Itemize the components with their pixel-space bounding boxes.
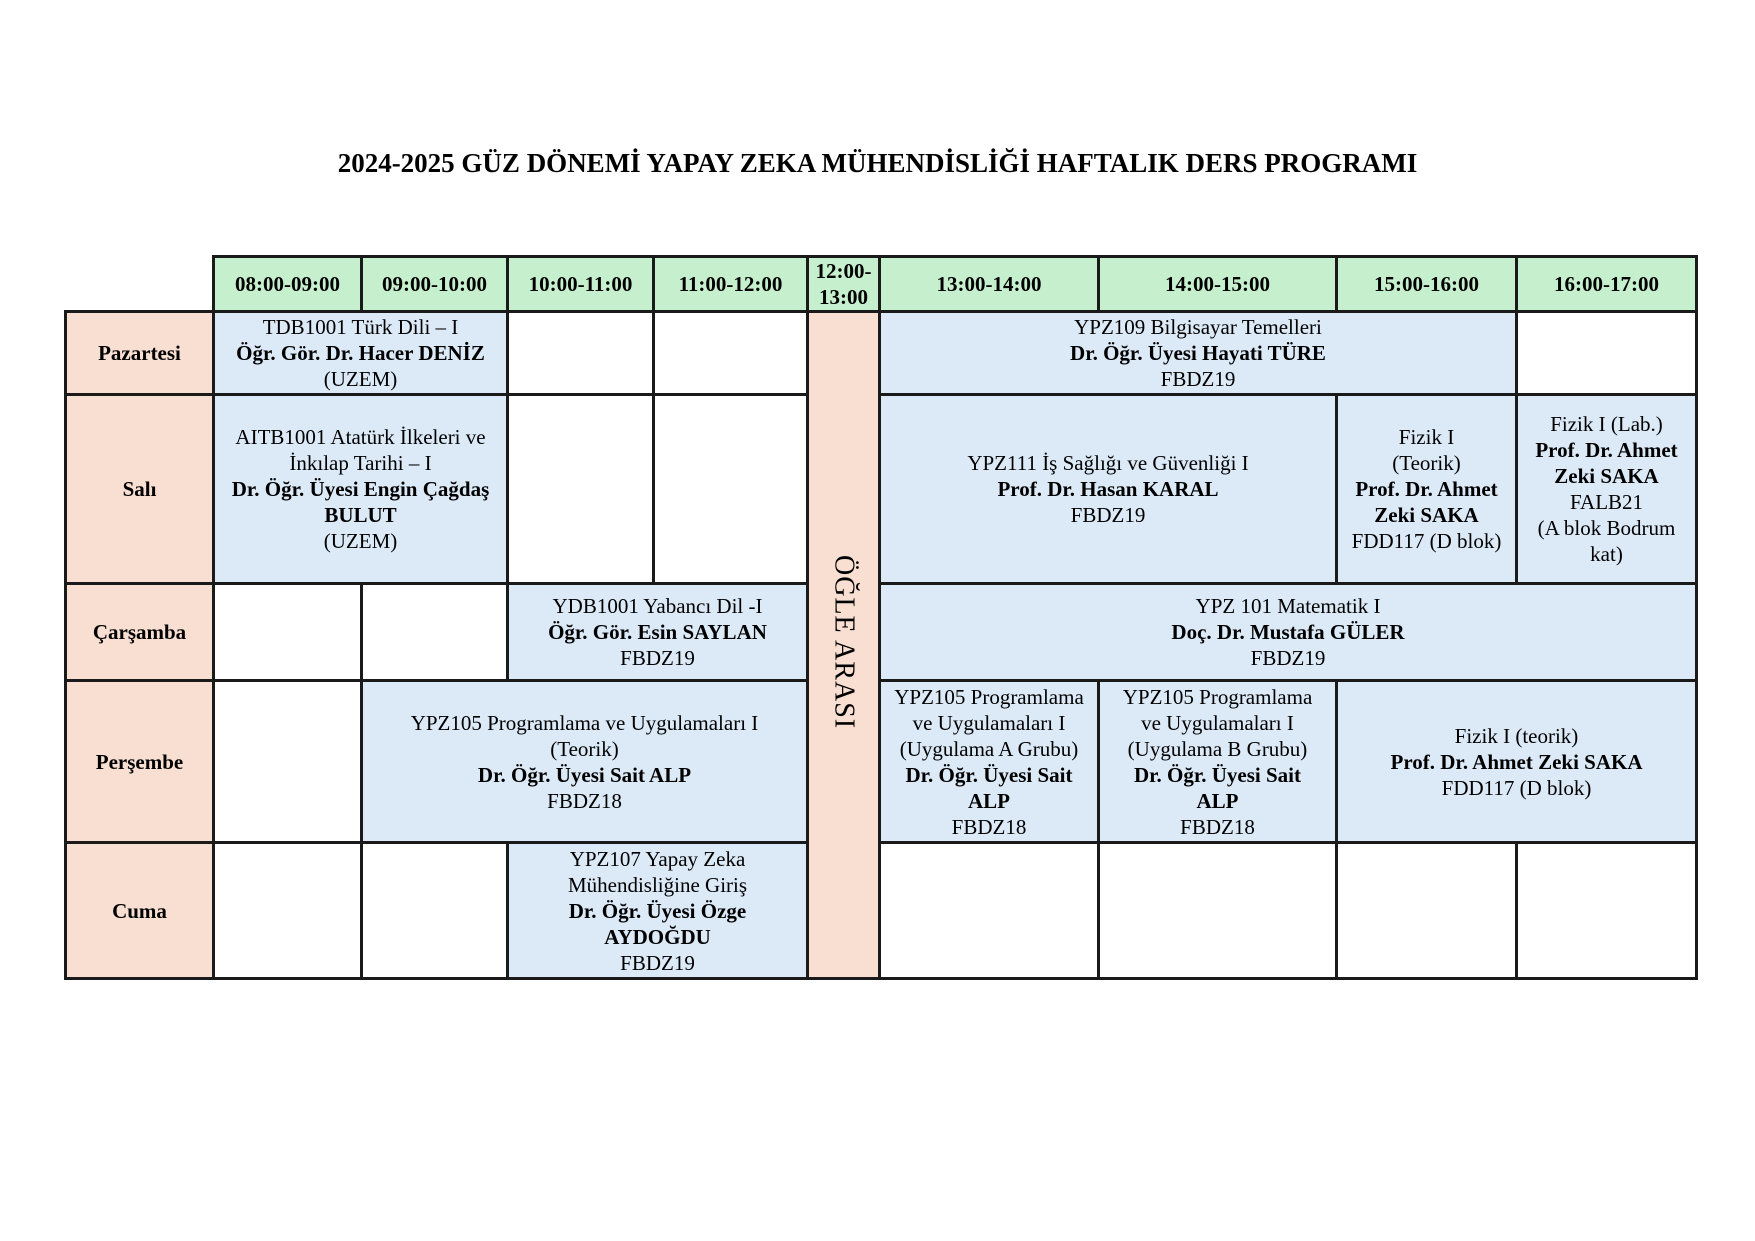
- time-header: 09:00-10:00: [362, 257, 508, 312]
- time-header: 08:00-09:00: [214, 257, 362, 312]
- course-line: YPZ 101 Matematik I: [1195, 594, 1381, 618]
- course-line: kat): [1590, 542, 1623, 566]
- course-cell: [880, 395, 1337, 584]
- empty-cell: [654, 312, 808, 395]
- empty-cell: [214, 584, 362, 681]
- course-line: Dr. Öğr. Üyesi Sait ALP: [477, 762, 692, 787]
- lunch-break-label: ÖĞLE ARASI: [828, 554, 860, 730]
- empty-cell: [1099, 843, 1337, 979]
- course-cell: [508, 584, 808, 681]
- course-line: ALP: [1196, 788, 1239, 813]
- course-line: (Teorik): [1392, 451, 1461, 475]
- empty-cell: [654, 395, 808, 584]
- course-line: YPZ111 İş Sağlığı ve Güvenliği I: [967, 451, 1249, 475]
- course-line: FBDZ18: [951, 814, 1027, 839]
- course-line: Dr. Öğr. Üyesi Engin Çağdaş: [231, 477, 490, 501]
- course-line: Prof. Dr. Hasan KARAL: [997, 477, 1219, 501]
- time-header: 14:00-15:00: [1099, 257, 1337, 312]
- course-line: YPZ109 Bilgisayar Temelleri: [1074, 315, 1322, 339]
- course-line: ve Uygulamaları I: [912, 710, 1066, 735]
- course-line: Zeki SAKA: [1374, 503, 1479, 527]
- course-line: ve Uygulamaları I: [1141, 710, 1294, 735]
- course-line: Prof. Dr. Ahmet Zeki SAKA: [1390, 749, 1643, 774]
- course-cell: [880, 681, 1099, 843]
- empty-cell: [508, 395, 654, 584]
- course-cell: [880, 312, 1517, 395]
- course-cell: [1337, 395, 1517, 584]
- course-line: Prof. Dr. Ahmet: [1535, 438, 1678, 462]
- course-cell: [1337, 681, 1697, 843]
- empty-cell: [1517, 843, 1697, 979]
- time-header: 10:00-11:00: [508, 257, 654, 312]
- course-line: Dr. Öğr. Üyesi Sait: [1133, 762, 1302, 787]
- course-line: Dr. Öğr. Üyesi Hayati TÜRE: [1070, 341, 1326, 365]
- course-cell: [214, 395, 508, 584]
- course-line: Dr. Öğr. Üyesi Özge: [568, 898, 747, 923]
- time-header: 15:00-16:00: [1337, 257, 1517, 312]
- course-line: (Uygulama B Grubu): [1127, 736, 1308, 761]
- course-line: YDB1001 Yabancı Dil -I: [552, 594, 763, 618]
- course-line: İnkılap Tarihi – I: [289, 451, 432, 475]
- course-line: Öğr. Gör. Esin SAYLAN: [548, 620, 767, 644]
- course-line: YPZ105 Programlama ve Uygulamaları I: [410, 710, 759, 735]
- day-row-sali: [66, 395, 1697, 584]
- day-row-cuma: [66, 843, 1697, 979]
- course-line: Prof. Dr. Ahmet: [1355, 477, 1498, 501]
- course-line: FBDZ19: [1160, 367, 1236, 391]
- day-label: Pazartesi: [66, 312, 214, 395]
- course-line: FDD117 (D blok): [1441, 775, 1592, 800]
- course-line: AITB1001 Atatürk İlkeleri ve: [235, 425, 486, 449]
- course-line: FDD117 (D blok): [1351, 529, 1502, 553]
- empty-cell: [880, 843, 1099, 979]
- course-line: FBDZ18: [1180, 814, 1255, 839]
- course-line: TDB1001 Türk Dili – I: [262, 315, 459, 339]
- course-line: FBDZ19: [620, 646, 695, 670]
- course-cell: [508, 843, 808, 979]
- time-header: 16:00-17:00: [1517, 257, 1697, 312]
- day-label: Cuma: [66, 843, 214, 979]
- course-line: Doç. Dr. Mustafa GÜLER: [1171, 620, 1405, 644]
- course-line: Fizik I: [1398, 425, 1455, 449]
- course-line: YPZ105 Programlama: [1122, 684, 1313, 709]
- course-line: BULUT: [324, 503, 397, 527]
- day-label: Çarşamba: [66, 584, 214, 681]
- course-line: (UZEM): [323, 367, 398, 391]
- day-row-persembe: [66, 681, 1697, 843]
- course-line: Mühendisliğine Giriş: [567, 872, 748, 897]
- empty-cell: [214, 843, 362, 979]
- course-line: Fizik I (Lab.): [1550, 412, 1663, 436]
- time-header: 13:00-14:00: [880, 257, 1099, 312]
- day-label: Salı: [66, 395, 214, 584]
- course-line: FBDZ19: [1250, 646, 1326, 670]
- course-line: (Teorik): [550, 736, 619, 761]
- header-row: [66, 257, 1697, 312]
- course-line: YPZ107 Yapay Zeka: [569, 846, 746, 871]
- course-line: FBDZ19: [1070, 503, 1146, 527]
- course-line: (Uygulama A Grubu): [899, 736, 1079, 761]
- empty-cell: [214, 681, 362, 843]
- empty-cell: [362, 843, 508, 979]
- course-cell: [214, 312, 508, 395]
- lunch-break-cell: [808, 312, 880, 979]
- course-line: YPZ105 Programlama: [894, 684, 1084, 709]
- course-line: (UZEM): [323, 529, 398, 553]
- course-cell: [362, 681, 808, 843]
- course-line: Öğr. Gör. Dr. Hacer DENİZ: [236, 341, 485, 365]
- schedule-table: [64, 255, 1698, 980]
- course-line: FBDZ19: [620, 950, 695, 975]
- course-cell: [1099, 681, 1337, 843]
- empty-cell: [362, 584, 508, 681]
- course-line: FALB21: [1569, 490, 1644, 514]
- course-line: Dr. Öğr. Üyesi Sait: [905, 762, 1073, 787]
- day-row-pazartesi: [66, 312, 1697, 395]
- empty-cell: [508, 312, 654, 395]
- course-line: FBDZ18: [547, 788, 622, 813]
- page-title: 2024-2025 GÜZ DÖNEMİ YAPAY ZEKA MÜHENDİSLİĞİ HAFTALIK DERS PROGRAMI: [337, 148, 1418, 178]
- course-line: Fizik I (teorik): [1454, 723, 1579, 748]
- time-header: 12:00-13:00: [808, 257, 880, 312]
- course-cell: [1517, 395, 1697, 584]
- day-row-carsamba: [66, 584, 1697, 681]
- empty-cell: [1337, 843, 1517, 979]
- corner-cell: [66, 257, 214, 312]
- course-cell: [880, 584, 1697, 681]
- empty-cell: [1517, 312, 1697, 395]
- course-line: ALP: [968, 788, 1010, 813]
- course-line: (A blok Bodrum: [1537, 516, 1676, 540]
- day-label: Perşembe: [66, 681, 214, 843]
- course-line: AYDOĞDU: [604, 924, 711, 949]
- course-line: Zeki SAKA: [1554, 464, 1659, 488]
- time-header: 11:00-12:00: [654, 257, 808, 312]
